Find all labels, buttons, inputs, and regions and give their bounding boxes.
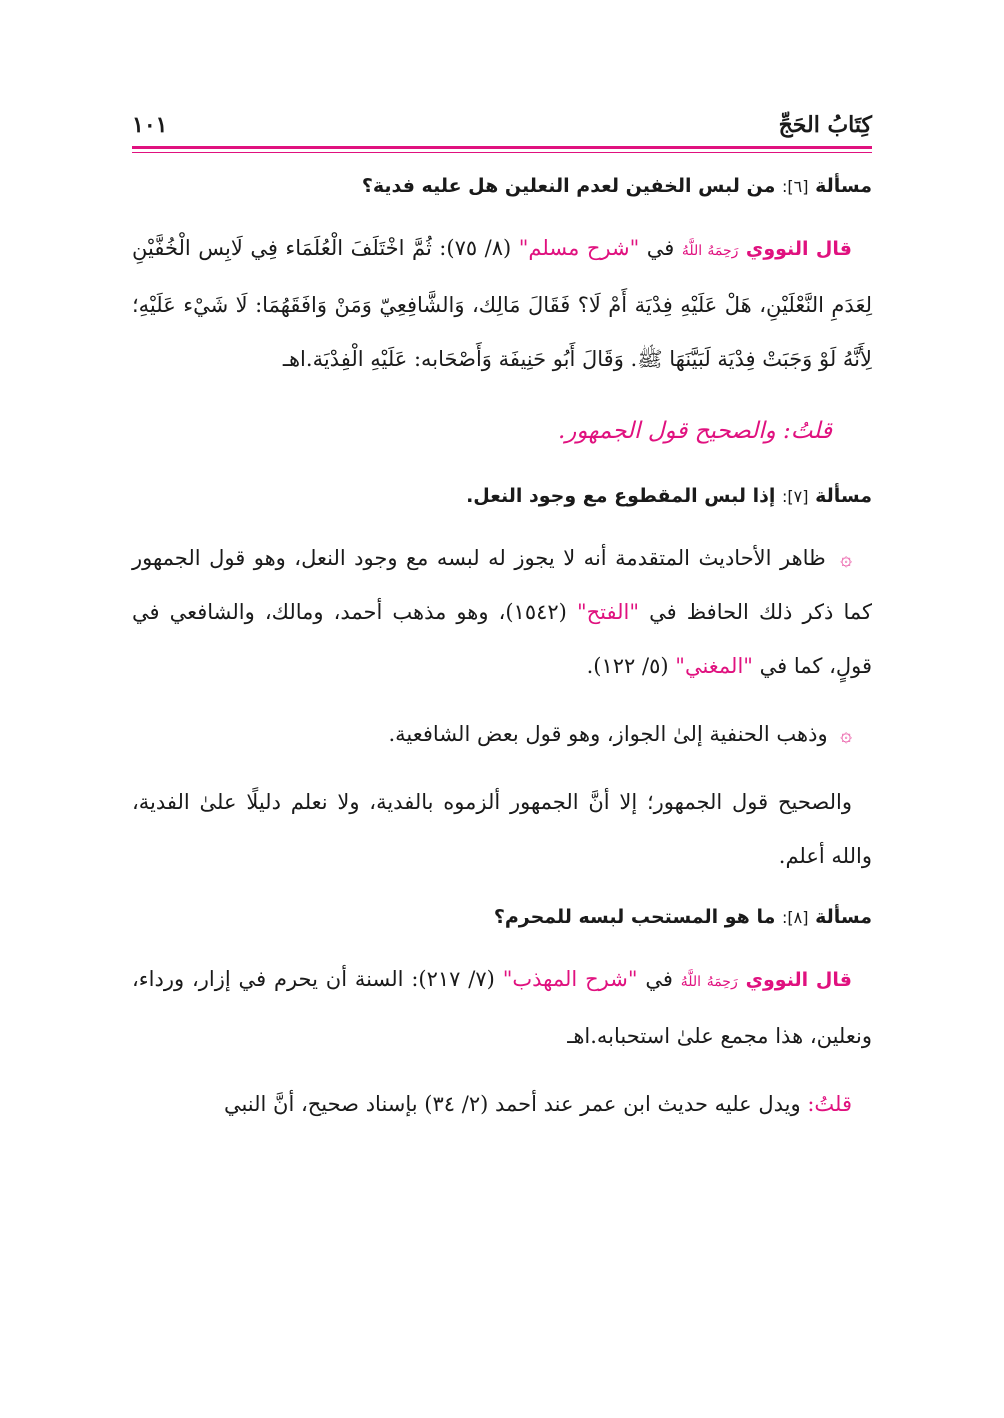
honorific: رَحِمَهُ اللَّهُ	[681, 243, 739, 259]
header-rule-thin	[132, 152, 872, 153]
question-title: ما هو المستحب لبسه للمحرم؟	[493, 906, 776, 928]
flower-bullet-icon: ۞	[840, 722, 852, 746]
question-7-point-1	[132, 531, 872, 693]
question-number: [٨]:	[782, 908, 809, 927]
question-label: مسألة	[815, 175, 872, 197]
note-text: ويدل عليه حديث ابن عمر عند أحمد (٢/ ٣٤) بإسناد صحيح، أنَّ النبي	[223, 1092, 801, 1116]
question-7-point-2	[132, 707, 872, 761]
page-number: ١٠١	[132, 112, 168, 138]
question-7-conclusion: والصحيح قول الجمهور؛ إلا أنَّ الجمهور ألزموه بالفدية، ولا نعلم دليلًا علىٰ الفدية، والله أعلم.	[132, 790, 872, 868]
running-header	[132, 108, 872, 148]
quote-text: (٨/ ٧٥): ثُمَّ اخْتَلَفَ الْعُلَمَاء فِي لَابِس الْخُفَّيْنِ لِعَدَمِ النَّعْلَيْنِ، هَلْ عَلَيْهِ فِدْيَة أَمْ لَا؟ فَقَالَ مَالِك، وَالشَّافِعِيّ وَمَنْ وَافَقَهُمَا: لَا شَيْء عَلَيْهِ؛ لِأَنَّهُ لَوْ وَجَبَتْ فِدْيَة لَبَيَّنَهَا ﷺ. وَقَالَ أَبُو حَنِيفَة وَأَصْحَابه: عَلَيْهِ الْفِدْيَة.اهـ	[132, 236, 872, 371]
qultu-label: قلتُ:	[807, 1092, 852, 1116]
question-8-heading	[132, 897, 872, 938]
question-6-quote	[132, 221, 872, 386]
point-text-c: (٥/ ١٢٢).	[586, 654, 669, 678]
flower-bullet-icon: ۞	[840, 546, 852, 570]
source-title: "شرح المهذب"	[502, 967, 638, 991]
source-title: "المغني"	[675, 654, 753, 678]
point-text: وذهب الحنفية إلىٰ الجواز، وهو قول بعض الشافعية.	[388, 722, 828, 746]
quote-text: (٧/ ٢١٧): السنة أن يحرم في إزار، ورداء، ونعلين، هذا مجمع علىٰ استحبابه.اهـ	[132, 967, 872, 1048]
point-text-b: (١٥٤٢)، وهو مذهب أحمد، ومالك، والشافعي في قولٍ، كما في	[132, 600, 872, 678]
question-label: مسألة	[815, 906, 872, 928]
question-title: من لبس الخفين لعدم النعلين هل عليه فدية؟	[361, 175, 776, 197]
preposition: في	[646, 236, 675, 260]
point-text-a: ظاهر الأحاديث المتقدمة أنه لا يجوز له لبسه مع وجود النعل، وهو قول الجمهور كما ذكر ذلك الحافظ في	[132, 546, 872, 624]
source-title: "شرح مسلم"	[518, 236, 640, 260]
question-8-note	[132, 1077, 872, 1131]
header-rule-thick	[132, 146, 872, 149]
source-title: "الفتح"	[576, 600, 640, 624]
page-body	[132, 166, 872, 1131]
question-7-heading	[132, 476, 872, 517]
question-label: مسألة	[815, 485, 872, 507]
question-title: إذا لبس المقطوع مع وجود النعل.	[466, 485, 776, 507]
speaker-name: قال النووي	[745, 238, 852, 260]
question-6-conclusion: قلتُ: والصحيح قول الجمهور.	[558, 418, 832, 444]
speaker-name: قال النووي	[745, 969, 852, 991]
question-8-quote	[132, 952, 872, 1063]
question-number: [٦]:	[782, 177, 809, 196]
book-title: كِتَابُ الحَجِّ	[778, 112, 872, 138]
preposition: في	[645, 967, 673, 991]
honorific: رَحِمَهُ اللَّهُ	[680, 974, 738, 990]
question-number: [٧]:	[782, 487, 809, 506]
question-6-heading	[132, 166, 872, 207]
